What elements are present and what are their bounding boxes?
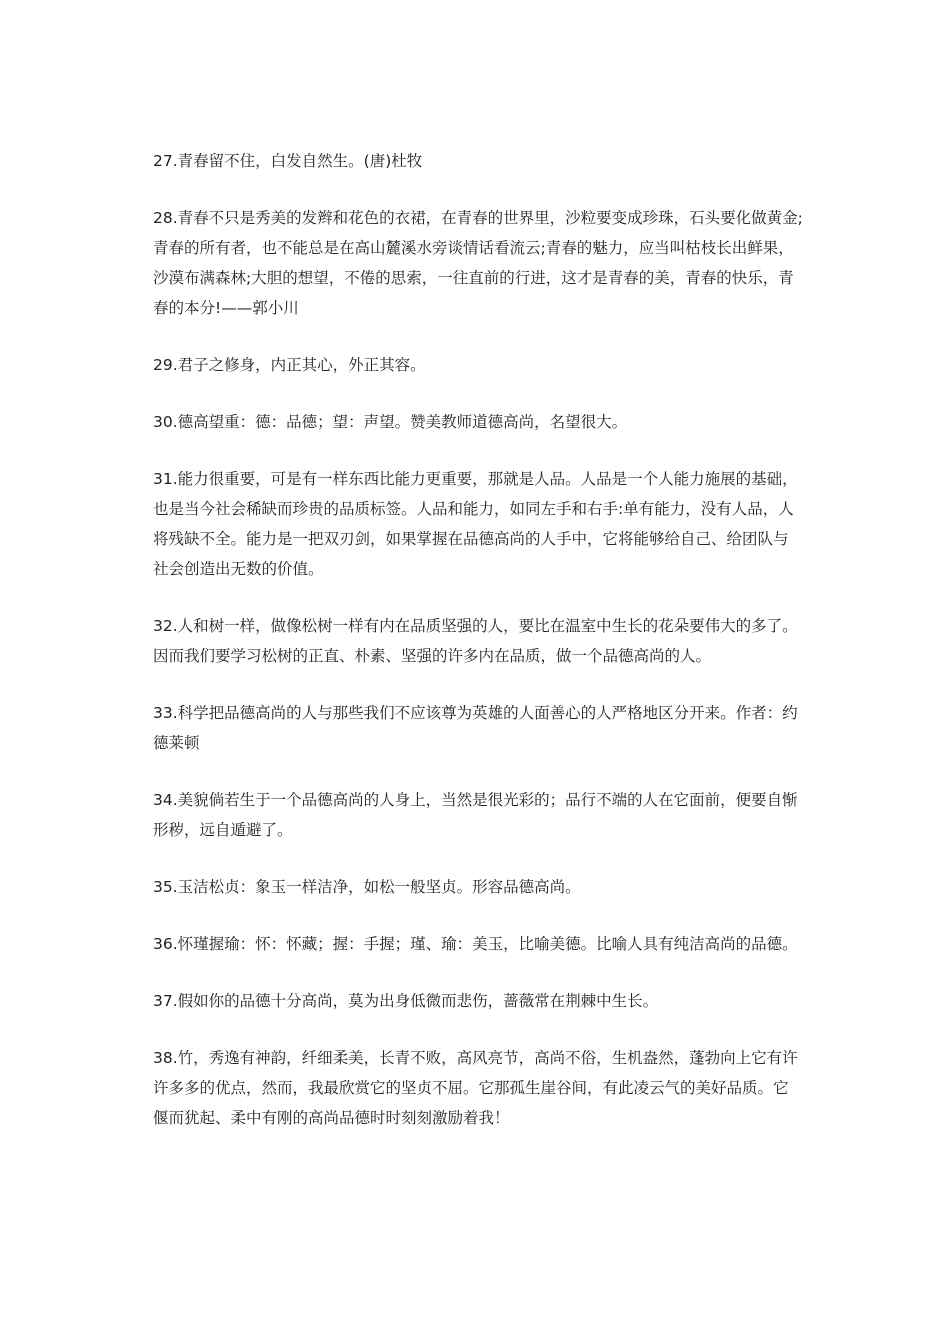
quote-paragraph-36: 36.怀瑾握瑜：怀：怀藏；握：手握；瑾、瑜：美玉，比喻美德。比喻人具有纯洁高尚的品德。 <box>153 935 798 953</box>
quote-paragraph-37: 37.假如你的品德十分高尚，莫为出身低微而悲伤，蔷薇常在荆棘中生长。 <box>153 992 659 1010</box>
quote-paragraph-33: 33.科学把品德高尚的人与那些我们不应该尊为英雄的人面善心的人严格地区分开来。作者：约德莱顿 <box>153 704 798 752</box>
quote-paragraph-27: 27.青春留不住，白发自然生。(唐)杜牧 <box>153 152 423 170</box>
quote-paragraph-28: 28.青春不只是秀美的发辫和花色的衣裙，在青春的世界里，沙粒要变成珍珠，石头要化做黄金;青春的所有者，也不能总是在高山麓溪水旁谈情话看流云;青春的魅力，应当叫枯枝长出鲜果，沙漠布满森林;大胆的想望，不倦的思索，一往直前的行进，这才是青春的美，青春的快乐，青春的本分!——郭小川 <box>153 209 803 317</box>
quote-paragraph-38: 38.竹，秀逸有神韵，纤细柔美，长青不败，高风亮节，高尚不俗，生机盎然，蓬勃向上它有许许多多的优点，然而，我最欣赏它的坚贞不屈。它那孤生崖谷间，有此凌云气的美好品质。它偃而犹起、柔中有刚的高尚品德时时刻刻激励着我！ <box>153 1049 798 1127</box>
quote-paragraph-30: 30.德高望重：德：品德；望：声望。赞美教师道德高尚，名望很大。 <box>153 413 628 431</box>
quote-paragraph-29: 29.君子之修身，内正其心，外正其容。 <box>153 356 426 374</box>
quote-paragraph-34: 34.美貌倘若生于一个品德高尚的人身上，当然是很光彩的；品行不端的人在它面前，便要自惭形秽，远自遁避了。 <box>153 791 798 839</box>
quote-paragraph-32: 32.人和树一样，做像松树一样有内在品质坚强的人，要比在温室中生长的花朵要伟大的多了。因而我们要学习松树的正直、朴素、坚强的许多内在品质，做一个品德高尚的人。 <box>153 617 798 665</box>
quote-paragraph-31: 31.能力很重要，可是有一样东西比能力更重要，那就是人品。人品是一个人能力施展的基础，也是当今社会稀缺而珍贵的品质标签。人品和能力，如同左手和右手:单有能力，没有人品，人将残缺不全。能力是一把双刃剑，如果掌握在品德高尚的人手中，它将能够给自己、给团队与社会创造出无数的价值。 <box>153 470 798 578</box>
quote-paragraph-35: 35.玉洁松贞：象玉一样洁净，如松一般坚贞。形容品德高尚。 <box>153 878 581 896</box>
document-body <box>153 146 803 1160</box>
